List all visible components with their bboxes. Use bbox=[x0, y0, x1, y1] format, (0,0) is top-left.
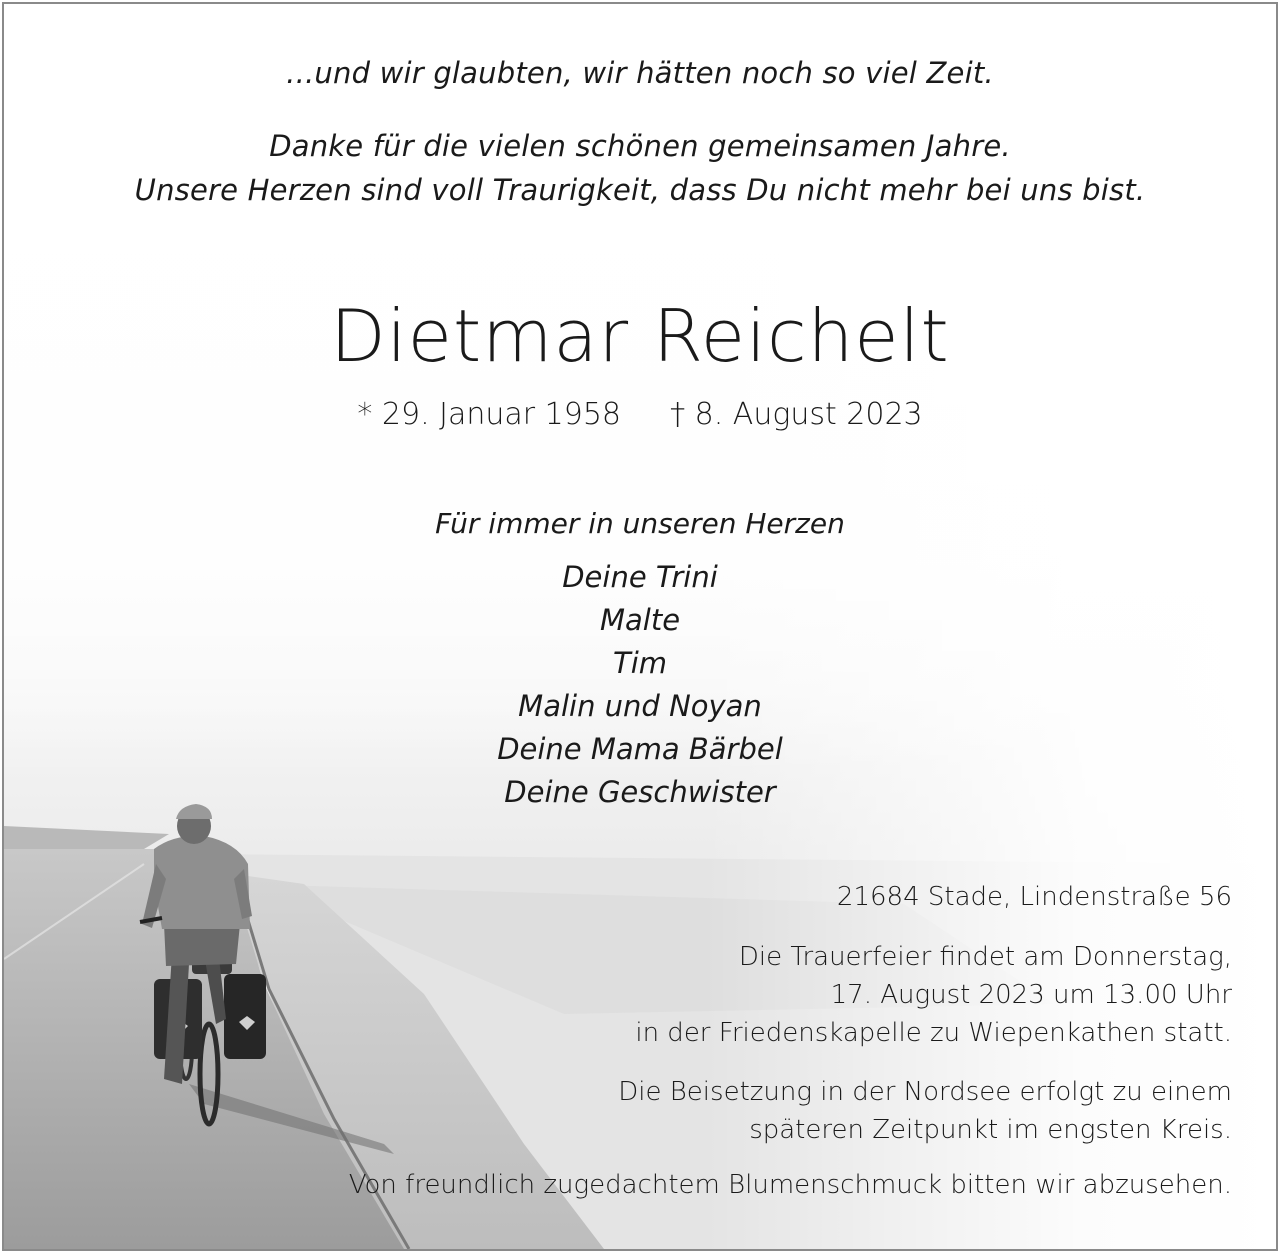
family-member: Deine Mama Bärbel bbox=[497, 732, 783, 766]
ceremony-line-1: Die Trauerfeier findet am Donnerstag, bbox=[738, 942, 1232, 972]
family-member: Malte bbox=[599, 603, 681, 637]
flowers-note: Von freundlich zugedachtem Blumenschmuck bitten wir abzusehen. bbox=[348, 1170, 1232, 1200]
life-dates bbox=[4, 397, 1276, 432]
obituary-notice bbox=[2, 2, 1278, 1251]
thanks-line-1: Danke für die vielen schönen gemeinsamen Jahre. bbox=[269, 129, 1011, 163]
deceased-name: Dietmar Reichelt bbox=[330, 294, 950, 378]
family-member: Deine Geschwister bbox=[504, 775, 776, 809]
death-date: † 8. August 2023 bbox=[670, 397, 923, 432]
burial-line-1: Die Beisetzung in der Nordsee erfolgt zu einem bbox=[618, 1077, 1232, 1107]
family-member: Tim bbox=[612, 646, 668, 680]
family-member: Deine Trini bbox=[562, 560, 718, 594]
quote-line: ...und wir glaubten, wir hätten noch so viel Zeit. bbox=[286, 56, 994, 90]
birth-date: * 29. Januar 1958 bbox=[357, 397, 622, 432]
mourning-line: Für immer in unseren Herzen bbox=[435, 507, 845, 540]
thanks-line-2: Unsere Herzen sind voll Traurigkeit, dass Du nicht mehr bei uns bist. bbox=[134, 173, 1146, 207]
address: 21684 Stade, Lindenstraße 56 bbox=[836, 882, 1232, 912]
ceremony-line-2: 17. August 2023 um 13.00 Uhr bbox=[830, 980, 1232, 1010]
family-member: Malin und Noyan bbox=[518, 689, 762, 723]
ceremony-line-3: in der Friedenskapelle zu Wiepenkathen statt. bbox=[635, 1018, 1232, 1048]
burial-line-2: späteren Zeitpunkt im engsten Kreis. bbox=[749, 1115, 1232, 1145]
